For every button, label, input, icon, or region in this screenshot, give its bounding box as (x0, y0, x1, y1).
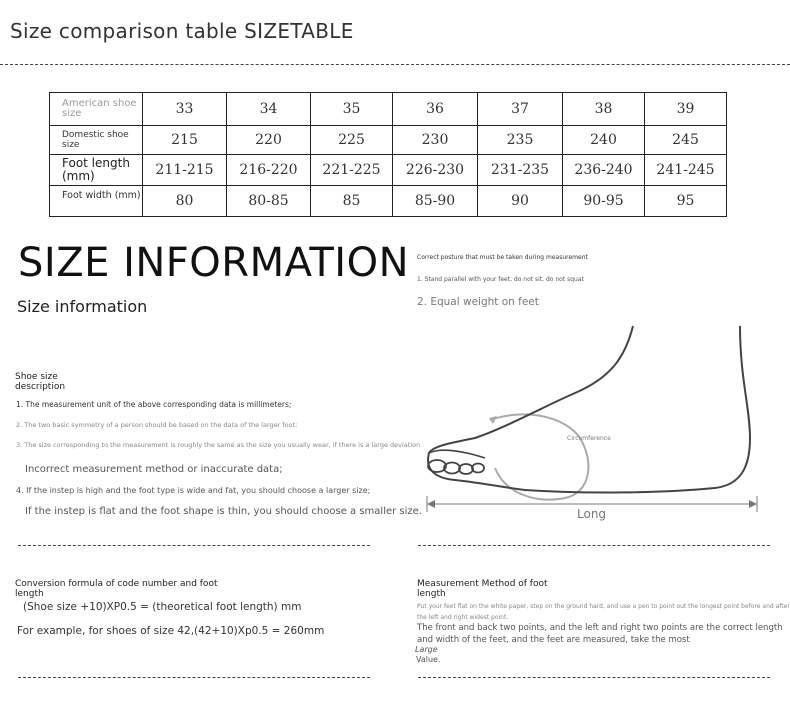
table-cell: 33 (143, 93, 227, 126)
circumference-label: Circumference (567, 435, 611, 442)
measurement-text: and width of the feet, and the feet are measured, take the most (417, 635, 690, 645)
table-cell: 39 (645, 93, 727, 126)
table-cell: 211-215 (143, 155, 227, 186)
foot-illustration (415, 318, 790, 528)
long-label: Long (577, 507, 607, 521)
shoe-size-item: Incorrect measurement method or inaccurate data; (25, 464, 283, 475)
table-cell: 80-85 (227, 186, 311, 217)
table-cell: 241-245 (645, 155, 727, 186)
measurement-text: Put your feet flat on the white paper, step on the ground hard, and use a pen to point out the longest point before and after (417, 603, 790, 610)
row-header: American shoe size (50, 93, 143, 126)
measurement-handwritten: Large (415, 645, 438, 654)
table-row (50, 93, 727, 126)
shoe-size-item: 4. If the instep is high and the foot type is wide and fat, you should choose a larger size; (16, 486, 371, 495)
table-cell: 90 (478, 186, 563, 217)
measurement-text: The front and back two points, and the left and right two points are the correct length (417, 623, 783, 633)
table-cell: 231-235 (478, 155, 563, 186)
table-cell: 245 (645, 126, 727, 155)
row-header: Foot length (mm) (50, 155, 143, 186)
section-divider (18, 545, 370, 546)
measurement-handwritten: Value. (416, 655, 441, 664)
conversion-example: For example, for shoes of size 42,(42+10)Xp0.5 = 260mm (17, 625, 325, 637)
shoe-size-item: 1. The measurement unit of the above corresponding data is millimeters; (16, 400, 292, 409)
toe-shape (472, 464, 484, 473)
table-cell: 34 (227, 93, 311, 126)
table-cell: 35 (311, 93, 393, 126)
toe-shape (459, 464, 473, 474)
arrow-left-icon (427, 500, 435, 508)
arrow-right-icon (749, 500, 757, 508)
posture-title: Correct posture that must be taken during measurement (417, 254, 588, 261)
table-cell: 235 (478, 126, 563, 155)
table-cell: 225 (311, 126, 393, 155)
row-header: Domestic shoe size (50, 126, 143, 155)
table-cell: 85 (311, 186, 393, 217)
shoe-size-item: 3. The size corresponding to the measurement is roughly the same as the size you usually wear, if there is a large deviation (16, 441, 421, 449)
page-title: Size comparison table SIZETABLE (10, 19, 354, 43)
table-cell: 38 (563, 93, 645, 126)
row-header: Foot width (mm) (50, 186, 143, 217)
table-cell: 230 (393, 126, 478, 155)
size-information-subheading: Size information (17, 297, 148, 316)
table-cell: 37 (478, 93, 563, 126)
table-cell: 90-95 (563, 186, 645, 217)
table-cell: 240 (563, 126, 645, 155)
shoe-size-item: If the instep is flat and the foot shape is thin, you should choose a smaller size. (25, 506, 422, 517)
toe-shape (428, 460, 446, 472)
table-cell: 85-90 (393, 186, 478, 217)
section-divider (418, 545, 770, 546)
table-row (50, 186, 727, 217)
table-cell: 226-230 (393, 155, 478, 186)
toe-line (429, 450, 485, 458)
section-divider (18, 677, 370, 678)
title-divider (0, 64, 790, 65)
shoe-size-label: Shoe size description (15, 372, 66, 392)
posture-step-2: 2. Equal weight on feet (417, 296, 539, 308)
table-cell: 236-240 (563, 155, 645, 186)
table-cell: 220 (227, 126, 311, 155)
table-cell: 95 (645, 186, 727, 217)
size-information-heading: SIZE INFORMATION (18, 240, 409, 286)
size-table (49, 92, 727, 217)
table-cell: 36 (393, 93, 478, 126)
table-cell: 215 (143, 126, 227, 155)
measurement-label: Measurement Method of foot length (417, 579, 548, 599)
conversion-label: Conversion formula of code number and foot length (15, 579, 218, 599)
shoe-size-item: 2. The two basic symmetry of a person should be based on the data of the larger foot; (16, 421, 298, 429)
conversion-formula: (Shoe size +10)XP0.5 = (theoretical foot length) mm (23, 601, 302, 613)
posture-step-1: 1. Stand parallel with your feet, do not sit, do not squat (417, 276, 584, 283)
table-cell: 216-220 (227, 155, 311, 186)
table-row (50, 155, 727, 186)
section-divider (418, 677, 770, 678)
measurement-text: the left and right widest point. (417, 614, 509, 621)
table-cell: 80 (143, 186, 227, 217)
table-cell: 221-225 (311, 155, 393, 186)
table-row (50, 126, 727, 155)
